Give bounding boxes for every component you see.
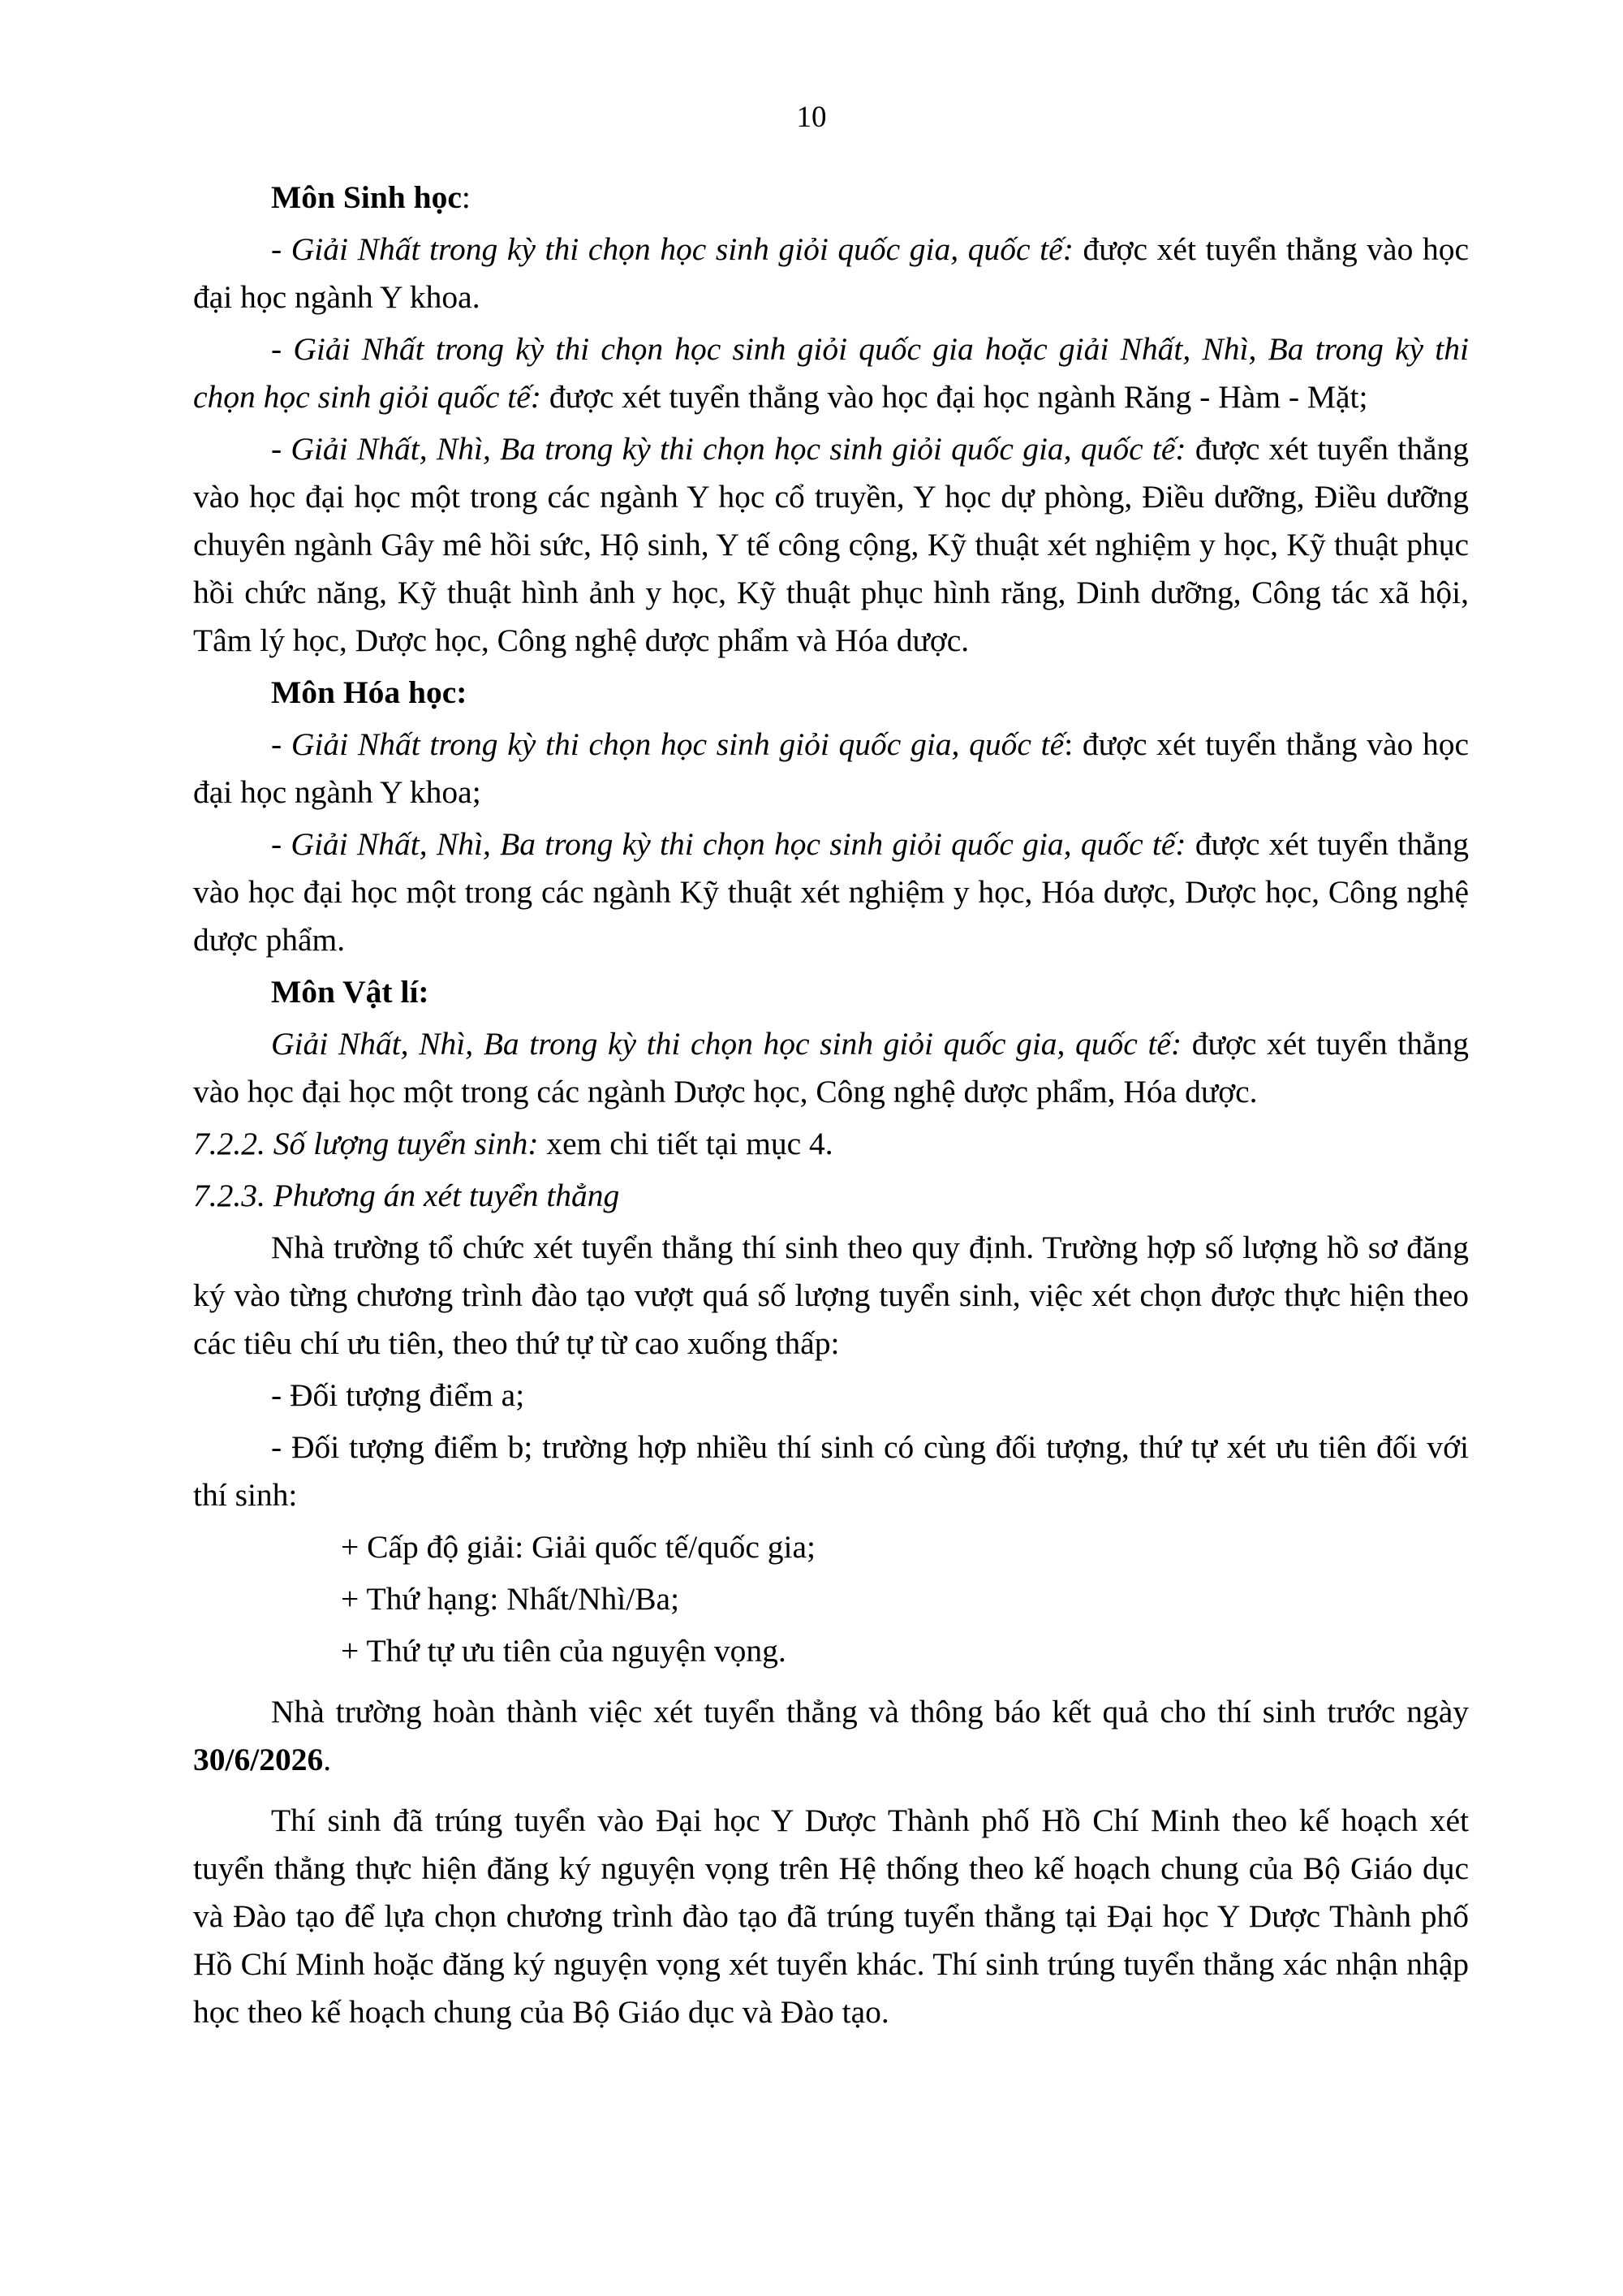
- section-heading-hoa-hoc: Môn Hóa học:: [271, 674, 467, 710]
- paragraph-end: .: [323, 1742, 332, 1777]
- priority-item: + Cấp độ giải: Giải quốc tế/quốc gia;: [341, 1529, 816, 1565]
- paragraph: Thí sinh đã trúng tuyển vào Đại học Y Dược Thành phố Hồ Chí Minh theo kế hoạch xét tuyển thẳng thực hiện đăng ký nguyện vọng trên Hệ thống theo kế hoạch chung của Bộ Giáo dục và Đào tạo để lựa chọn chương trình đào tạo đã trúng tuyển thẳng tại Đại học Y Dược Thành phố Hồ Chí Minh hoặc đăng ký nguyện vọng xét tuyển khác. Thí sinh trúng tuyển thẳng xác nhận nhập học theo kế hoạch chung của Bộ Giáo dục và Đào tạo.: [193, 1803, 1469, 2030]
- award-result: được xét tuyển thẳng vào học đại học một trong các ngành Dược học, Công nghệ dược phẩm, Hóa dược.: [193, 1026, 1469, 1109]
- paragraph: - Đối tượng điểm a;: [271, 1377, 525, 1413]
- award-condition: Giải Nhất, Nhì, Ba trong kỳ thi chọn học sinh giỏi quốc gia, quốc tế:: [271, 1026, 1182, 1062]
- document-body: [193, 174, 1469, 2040]
- paragraph: [193, 1020, 1469, 1116]
- paragraph: [193, 721, 1469, 816]
- paragraph: [193, 1688, 1469, 1784]
- paragraph: - Đối tượng điểm b; trường hợp nhiều thí sinh có cùng đối tượng, thứ tự xét ưu tiên đối với thí sinh:: [193, 1429, 1469, 1513]
- award-result: được xét tuyển thẳng vào học đại học ngành Y khoa.: [193, 231, 1469, 315]
- deadline-date: 30/6/2026: [193, 1742, 324, 1777]
- section-heading-sinh-hoc: [193, 174, 1469, 222]
- subsection-title: 7.2.2. Số lượng tuyển sinh:: [193, 1126, 539, 1161]
- paragraph: [193, 226, 1469, 321]
- priority-item: + Thứ tự ưu tiên của nguyện vọng.: [341, 1633, 786, 1669]
- award-condition: - Giải Nhất trong kỳ thi chọn học sinh giỏi quốc gia, quốc tế:: [271, 231, 1074, 267]
- award-result: được xét tuyển thẳng vào học đại học một trong các ngành Kỹ thuật xét nghiệm y học, Hóa dược, Dược học, Công nghệ dược phẩm.: [193, 826, 1469, 958]
- subsection-7-2-3-title: 7.2.3. Phương án xét tuyển thẳng: [193, 1178, 620, 1213]
- award-result: được xét tuyển thẳng vào học đại học một trong các ngành Y học cổ truyền, Y học dự phòng, Điều dưỡng, Điều dưỡng chuyên ngành Gây mê hồi sức, Hộ sinh, Y tế công cộng, Kỹ thuật xét nghiệm y học, Kỹ thuật phục hồi chức năng, Kỹ thuật hình ảnh y học, Kỹ thuật phục hình răng, Dinh dưỡng, Công tác xã hội, Tâm lý học, Dược học, Công nghệ dược phẩm và Hóa dược.: [193, 431, 1469, 658]
- subsection-7-2-2: [193, 1120, 1469, 1168]
- paragraph: [193, 325, 1469, 421]
- paragraph-text: Nhà trường hoàn thành việc xét tuyển thẳng và thông báo kết quả cho thí sinh trước ngày: [271, 1694, 1469, 1730]
- paragraph: Nhà trường tổ chức xét tuyển thẳng thí sinh theo quy định. Trường hợp số lượng hồ sơ đăng ký vào từng chương trình đào tạo vượt quá số lượng tuyển sinh, việc xét chọn được thực hiện theo các tiêu chí ưu tiên, theo thứ tự từ cao xuống thấp:: [193, 1230, 1469, 1361]
- priority-item: + Thứ hạng: Nhất/Nhì/Ba;: [341, 1581, 680, 1617]
- page-number: 10: [796, 101, 827, 134]
- award-condition: - Giải Nhất, Nhì, Ba trong kỳ thi chọn học sinh giỏi quốc gia, quốc tế:: [271, 826, 1186, 862]
- paragraph: [193, 425, 1469, 665]
- award-result: : được xét tuyển thẳng vào học đại học ngành Y khoa;: [193, 726, 1470, 810]
- award-condition: - Giải Nhất trong kỳ thi chọn học sinh giỏi quốc gia, quốc tế: [271, 726, 1065, 762]
- section-heading-vat-li: Môn Vật lí:: [271, 974, 429, 1010]
- award-result: được xét tuyển thẳng vào học đại học ngành Răng - Hàm - Mặt;: [540, 379, 1368, 415]
- heading-colon: :: [461, 179, 471, 215]
- award-condition: - Giải Nhất trong kỳ thi chọn học sinh giỏi quốc gia hoặc giải Nhất, Nhì, Ba trong kỳ thi chọn học sinh giỏi quốc tế:: [193, 331, 1469, 415]
- award-condition: - Giải Nhất, Nhì, Ba trong kỳ thi chọn học sinh giỏi quốc gia, quốc tế:: [271, 431, 1186, 467]
- paragraph: [193, 821, 1469, 964]
- heading-text: Môn Sinh học: [271, 179, 462, 215]
- subsection-text: xem chi tiết tại mục 4.: [538, 1126, 833, 1161]
